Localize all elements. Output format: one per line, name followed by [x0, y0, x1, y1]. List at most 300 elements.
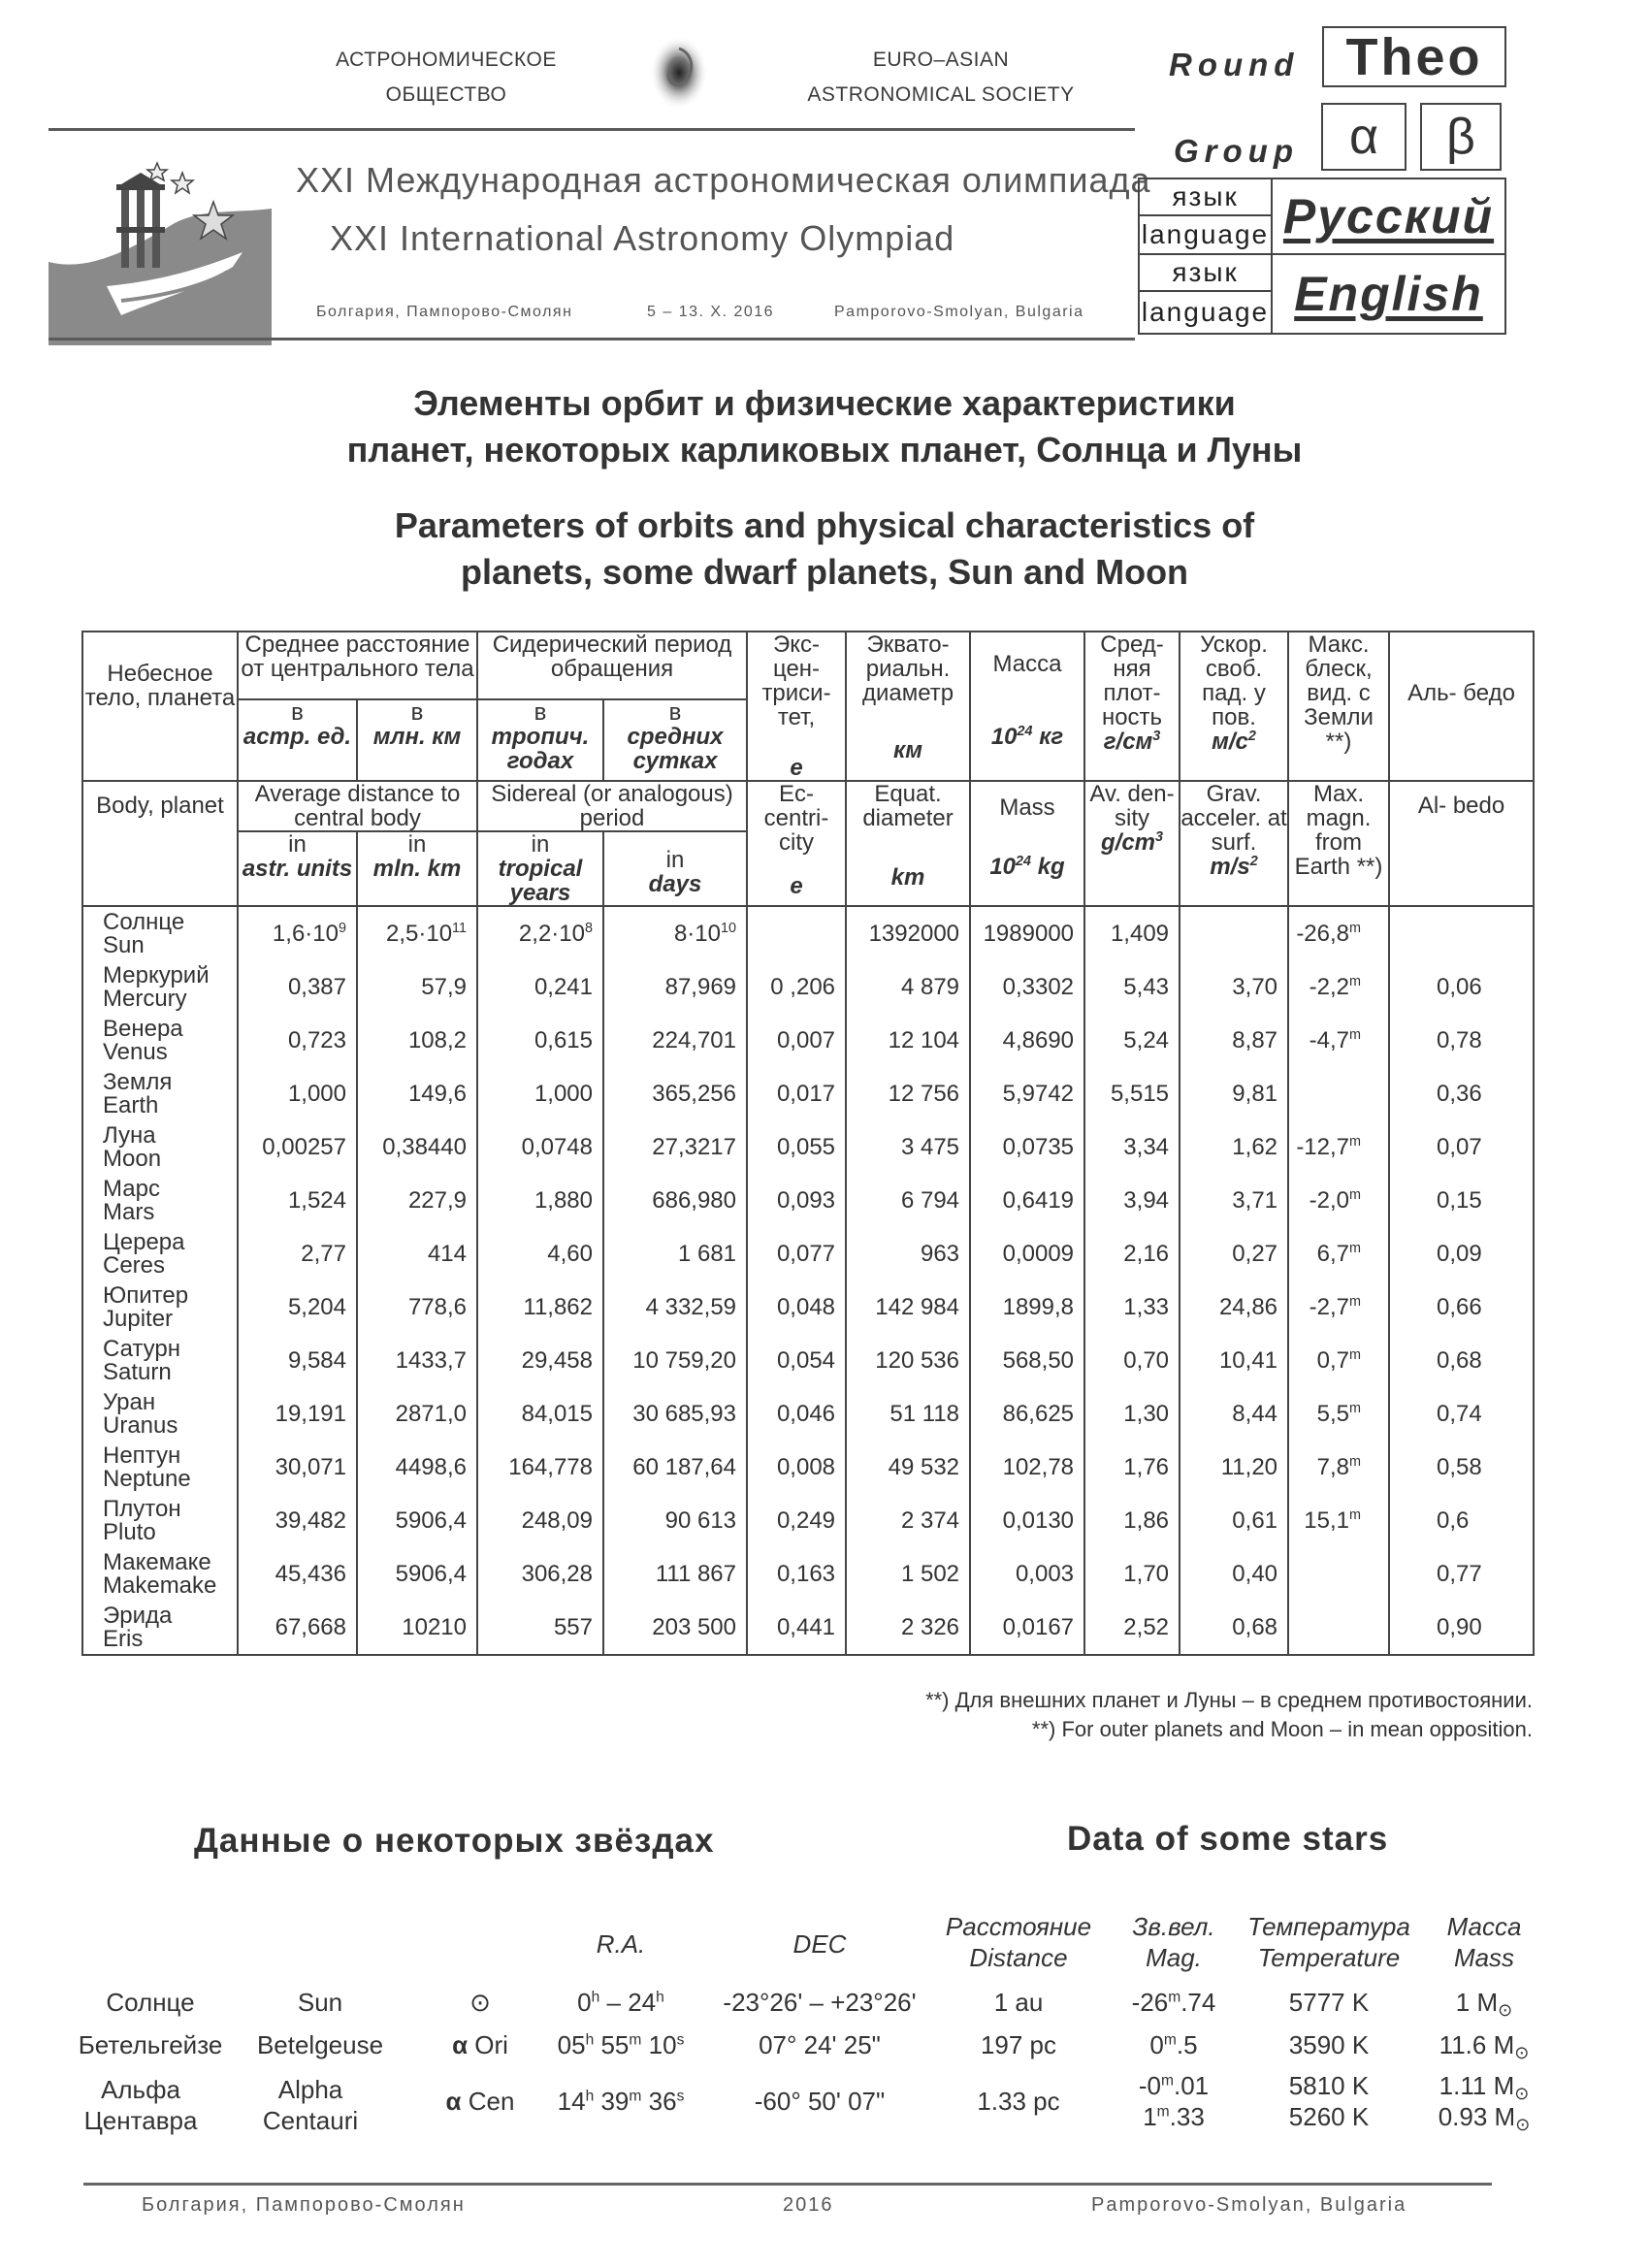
unit-days-ru: средних сутках [627, 724, 724, 774]
star-distance: 197 pc [980, 2030, 1057, 2059]
cell-alb [1389, 1227, 1534, 1280]
grav-unit: м/с [1212, 729, 1248, 755]
dens-unit-exp: 3 [1155, 829, 1164, 845]
value-yr: 0,615 [534, 1027, 593, 1053]
value-alb: 0,77 [1437, 1561, 1482, 1587]
cell-diam [846, 1441, 970, 1494]
title-ru-line1: Элементы орбит и физические характеристики [413, 383, 1236, 423]
society-name-ru [320, 43, 572, 113]
cell-e [747, 1227, 846, 1280]
cell-mag [1288, 1441, 1389, 1494]
footnote-en: **) For outer planets and Moon – in mean opposition. [1031, 1717, 1533, 1741]
value-e: 0 ,206 [770, 974, 836, 1000]
star-name-ru: Альфа Центавра [83, 2075, 198, 2135]
cell-km [357, 960, 477, 1014]
th-dist-km-en [357, 831, 477, 906]
cell-mag [1288, 906, 1389, 960]
cell-au [238, 1174, 357, 1227]
th-mass-en [970, 781, 1084, 906]
cell-au [238, 906, 357, 960]
value-mass: 0,6419 [1002, 1187, 1075, 1214]
sun-symbol-icon: ⊙ [1514, 2043, 1530, 2062]
header-rule-top [48, 128, 1135, 131]
value-au-exp: 9 [338, 921, 346, 936]
cell-mag [1288, 1547, 1389, 1601]
body-name-ru: Уран [103, 1388, 156, 1415]
cell-diam [846, 1494, 970, 1547]
body-name-ru: Венера [103, 1015, 183, 1042]
cell-alb [1389, 906, 1534, 960]
th-grav-ru-unit [1180, 729, 1287, 754]
cell-g [1180, 1067, 1288, 1120]
cell-au [238, 1067, 357, 1120]
value-alb: 0,15 [1437, 1187, 1482, 1214]
cell-e [747, 1120, 846, 1174]
value-km: 149,6 [407, 1081, 467, 1107]
cell-au [238, 1120, 357, 1174]
th-dens-en-unit [1085, 830, 1179, 855]
value-dens: 1,86 [1123, 1507, 1170, 1534]
cell-alb [1389, 1174, 1534, 1227]
cell-yr [477, 1334, 603, 1387]
cell-dens [1084, 1280, 1180, 1334]
value-diam: 1 502 [900, 1561, 960, 1587]
cell-g [1180, 1174, 1288, 1227]
cell-days [603, 1601, 747, 1655]
cell-alb [1389, 1334, 1534, 1387]
cell-g [1180, 1494, 1288, 1547]
value-alb: 0,06 [1437, 974, 1482, 1000]
th-ecc-ru-unit: e [790, 755, 803, 781]
stars-th-temp [1237, 1911, 1421, 1973]
cell-g [1180, 1280, 1288, 1334]
mass-unit-base: 10 [989, 854, 1017, 880]
th-ecc-ru-label: Экс- цен- триси- тет, [761, 632, 831, 730]
cell-km [357, 1441, 477, 1494]
cell-alb [1389, 960, 1534, 1014]
cell-au [238, 960, 357, 1014]
cell-dens [1084, 1387, 1180, 1441]
value-km: 5906,4 [395, 1507, 467, 1534]
cell-yr [477, 1120, 603, 1174]
star-temperature: 5810 K [1288, 2071, 1370, 2100]
cell-g [1180, 1227, 1288, 1280]
value-days: 10 759,20 [632, 1347, 737, 1374]
value-au: 45,436 [275, 1561, 346, 1587]
value-g: 0,68 [1232, 1614, 1278, 1640]
value-yr: 557 [553, 1614, 593, 1640]
cell-e [747, 1387, 846, 1441]
value-yr: 11,862 [523, 1294, 593, 1320]
star-mass-value: 11.6 M [1439, 2030, 1515, 2059]
cell-days [603, 1014, 747, 1067]
value-mag: 15,1 [1304, 1507, 1350, 1534]
cell-yr [477, 1601, 603, 1655]
cell-km [357, 1494, 477, 1547]
value-km: 2,5·10 [385, 921, 453, 947]
value-dens: 1,409 [1110, 921, 1170, 947]
th-per-d-ru [603, 699, 747, 781]
th-mag-en: Mag. [1146, 1943, 1202, 1972]
body-name-en: Uranus [103, 1411, 178, 1439]
star-name-ru: Бетельгейзе [78, 2030, 223, 2059]
cell-diam [846, 1601, 970, 1655]
group-beta: β [1446, 109, 1475, 165]
body-name-ru: Эрида [103, 1602, 173, 1629]
cell-mag [1288, 960, 1389, 1014]
value-diam: 120 536 [875, 1347, 960, 1374]
value-km-exp: 11 [452, 921, 467, 936]
cell-g [1180, 1014, 1288, 1067]
body-name-ru: Марс [103, 1175, 160, 1202]
star-temperature: 3590 K [1288, 2030, 1370, 2059]
th-diam-ru-unit: км [893, 737, 922, 763]
th-grav-ru [1180, 632, 1288, 781]
unit-au-ru: астр. ед. [242, 724, 352, 750]
value-g: 8,87 [1232, 1027, 1278, 1053]
value-days: 90 613 [664, 1507, 737, 1534]
th-dist-ru: Расстояние [945, 1912, 1092, 1941]
cell-yr [477, 1387, 603, 1441]
value-mag-exp: m [1349, 1241, 1362, 1256]
cell-diam [846, 1067, 970, 1120]
body-name-en: Eris [103, 1625, 144, 1652]
value-days: 365,256 [652, 1081, 737, 1107]
table-row [82, 1494, 1534, 1547]
cell-mag [1288, 1387, 1389, 1441]
star-magnitude: -0$^m$.01 [1138, 2071, 1210, 2100]
cell-body-name [82, 1387, 238, 1441]
th-diam-en [846, 781, 970, 906]
cell-alb [1389, 1067, 1534, 1120]
body-name-en: Jupiter [103, 1305, 174, 1332]
footer-center: 2016 [783, 2194, 834, 2216]
cell-alb [1389, 1494, 1534, 1547]
value-e: 0,008 [776, 1454, 836, 1480]
value-g: 0,61 [1232, 1507, 1278, 1534]
value-alb: 0,74 [1437, 1401, 1482, 1427]
th-period-ru: Сидерический период обращения [477, 632, 747, 699]
cell-yr [477, 1014, 603, 1067]
cell-mass [970, 1334, 1084, 1387]
star-designation: α Ori [452, 2030, 508, 2059]
society-en-line2: ASTRONOMICAL SOCIETY [807, 83, 1075, 106]
language-value-1 [1273, 179, 1504, 255]
round-value-box [1322, 26, 1506, 87]
unit-days-en: days [648, 871, 702, 897]
unit-years-en: tropical years [498, 856, 583, 906]
value-diam: 12 756 [888, 1081, 960, 1107]
value-dens: 2,52 [1123, 1614, 1170, 1640]
value-km: 10210 [402, 1614, 467, 1640]
cell-mass [970, 1547, 1084, 1601]
value-diam: 2 326 [900, 1614, 960, 1640]
cell-g [1180, 960, 1288, 1014]
cell-g [1180, 1387, 1288, 1441]
value-km: 414 [427, 1241, 467, 1267]
cell-mag [1288, 1014, 1389, 1067]
cell-days [603, 1334, 747, 1387]
lang-label-en-2: language [1140, 292, 1273, 333]
value-yr: 29,458 [521, 1347, 593, 1374]
th-dens-ru-label: Сред- няя плот- ность [1100, 632, 1164, 730]
cell-km [357, 1601, 477, 1655]
stars-th-ra: R.A. [596, 1929, 646, 1959]
value-days: 686,980 [652, 1187, 737, 1214]
star-designation: ⊙ [469, 1988, 491, 2017]
body-name-ru: Земля [103, 1068, 173, 1095]
value-mag: -12,7 [1296, 1134, 1350, 1160]
table-row [82, 906, 1534, 960]
cell-dens [1084, 1120, 1180, 1174]
sun-symbol-icon: ⊙ [1515, 2115, 1531, 2134]
round-value: Theo [1345, 27, 1483, 86]
th-mag-ru: Макс. блеск, вид. с Земли **) [1288, 632, 1389, 781]
pre-in: in [407, 831, 427, 858]
value-days: 4 332,59 [645, 1294, 737, 1320]
value-km: 0,38440 [382, 1134, 467, 1160]
value-km: 2871,0 [395, 1401, 467, 1427]
table-row [82, 1227, 1534, 1280]
value-au: 0,00257 [262, 1134, 346, 1160]
value-au: 0,723 [287, 1027, 346, 1053]
cell-dens [1084, 1547, 1180, 1601]
stars-th-dec: DEC [792, 1929, 847, 1959]
table-row [82, 1120, 1534, 1174]
galaxy-logo-icon [635, 29, 723, 116]
cell-body-name [82, 1227, 238, 1280]
cell-alb [1389, 1014, 1534, 1067]
th-per-d-en [603, 831, 747, 906]
value-dens: 5,515 [1110, 1081, 1170, 1107]
th-per-y-ru [477, 699, 603, 781]
value-mag: -2,2 [1309, 974, 1350, 1000]
th-diam-ru-label: Эквато- риальн. диаметр [861, 632, 954, 706]
cell-km [357, 1547, 477, 1601]
value-dens: 2,16 [1123, 1241, 1170, 1267]
value-g: 11,20 [1220, 1454, 1278, 1480]
star-magnitude: 0$^m$.5 [1149, 2030, 1198, 2059]
mass-unit: kg [1037, 854, 1065, 880]
value-dens: 3,94 [1123, 1187, 1170, 1214]
stars-th-distance [931, 1911, 1106, 1973]
cell-days [603, 1441, 747, 1494]
body-name-en: Pluto [103, 1518, 156, 1545]
th-grav-en-label: Grav. acceler. at surf. [1180, 781, 1287, 856]
cell-mag [1288, 1280, 1389, 1334]
value-dens: 1,30 [1123, 1401, 1170, 1427]
cell-body-name [82, 1601, 238, 1655]
value-dens: 3,34 [1123, 1134, 1170, 1160]
value-mag: 5,5 [1316, 1401, 1350, 1427]
value-days: 203 500 [652, 1614, 737, 1640]
value-g: 8,44 [1232, 1401, 1278, 1427]
group-alpha-box[interactable] [1321, 103, 1406, 171]
value-mag-exp: m [1349, 1507, 1362, 1523]
pre-v: в [534, 699, 547, 726]
table-row [82, 1014, 1534, 1067]
unit-au-en: astr. units [242, 856, 353, 882]
sun-symbol-icon: ⊙ [1498, 2000, 1513, 2020]
th-dens-en [1084, 781, 1180, 906]
dens-unit: g/cm [1101, 829, 1156, 856]
cell-dens [1084, 906, 1180, 960]
cell-mag [1288, 1334, 1389, 1387]
cell-yr [477, 906, 603, 960]
olympiad-dates: 5 – 13. X. 2016 [647, 304, 775, 320]
cell-body-name [82, 1334, 238, 1387]
th-grav-en-unit [1180, 855, 1287, 879]
star-mass [1426, 2101, 1542, 2140]
value-diam: 1392000 [868, 921, 960, 947]
value-mass: 568,50 [1002, 1347, 1075, 1374]
cell-yr [477, 1441, 603, 1494]
th-body-ru: Небесное тело, планета [82, 632, 238, 781]
star-ra: 05$^h$ 55$^m$ 10$^s$ [557, 2030, 685, 2059]
mass-unit-base: 10 [990, 724, 1018, 750]
value-mag-exp: m [1349, 974, 1362, 989]
value-yr: 1,000 [534, 1081, 593, 1107]
body-name-en: Saturn [103, 1358, 172, 1385]
pre-v: в [291, 699, 304, 726]
value-yr: 164,778 [508, 1454, 593, 1480]
th-mass-ru [970, 632, 1084, 781]
star-name-ru: Солнце [106, 1988, 195, 2017]
value-mag-exp: m [1349, 1294, 1362, 1310]
value-au: 30,071 [275, 1454, 346, 1480]
unit-km-ru: млн. км [372, 724, 462, 750]
th-temp-en: Temperature [1257, 1943, 1401, 1972]
pre-v: в [410, 699, 424, 726]
stars-th-mass [1426, 1911, 1542, 1973]
value-days: 111 867 [655, 1561, 737, 1587]
body-name-en: Mars [103, 1198, 155, 1225]
body-name-ru: Солнце [103, 908, 185, 935]
grav-unit: m/s [1210, 854, 1250, 880]
th-dist-au-ru [238, 699, 357, 781]
cell-yr [477, 1494, 603, 1547]
value-mag-exp: m [1349, 1401, 1362, 1416]
pre-in: in [531, 831, 550, 858]
value-au: 67,668 [275, 1614, 346, 1640]
star-temperature: 5777 K [1288, 1988, 1370, 2017]
language-russian: Русский [1282, 189, 1495, 243]
value-g: 9,81 [1232, 1081, 1278, 1107]
value-dens: 1,76 [1123, 1454, 1170, 1480]
cell-days [603, 1280, 747, 1334]
th-dist-au-en [238, 831, 357, 906]
body-name-ru: Луна [103, 1121, 156, 1149]
cell-mass [970, 1227, 1084, 1280]
star-mass-value: 1.11 M [1439, 2071, 1515, 2100]
th-ecc-ru [747, 632, 846, 781]
star-dec: 07° 24' 25" [759, 2030, 881, 2059]
body-name-ru: Плутон [103, 1495, 181, 1522]
cell-km [357, 1014, 477, 1067]
pre-in: in [288, 831, 307, 858]
value-au: 1,524 [287, 1187, 346, 1214]
cell-yr [477, 1547, 603, 1601]
value-alb: 0,07 [1437, 1134, 1482, 1160]
title-en-line2: planets, some dwarf planets, Sun and Moon [460, 552, 1189, 592]
value-mag: 7,8 [1316, 1454, 1350, 1480]
cell-diam [846, 906, 970, 960]
round-label: Round [1169, 47, 1300, 82]
value-e: 0,017 [776, 1081, 836, 1107]
table-row [82, 1280, 1534, 1334]
value-mass: 0,0167 [1002, 1614, 1075, 1640]
cell-alb [1389, 1120, 1534, 1174]
cell-e [747, 1280, 846, 1334]
cell-mass [970, 1174, 1084, 1227]
place-en: Pamporovo-Smolyan, Bulgaria [834, 304, 1084, 320]
cell-diam [846, 1547, 970, 1601]
table-row [82, 960, 1534, 1014]
body-name-ru: Юпитер [103, 1281, 189, 1309]
cell-e [747, 1494, 846, 1547]
cell-km [357, 1334, 477, 1387]
value-yr: 2,2·10 [518, 921, 585, 947]
value-mag: 0,7 [1316, 1347, 1350, 1374]
value-mass: 0,003 [1015, 1561, 1075, 1587]
th-alb-ru: Аль- бедо [1389, 632, 1534, 781]
cell-e [747, 1441, 846, 1494]
cell-au [238, 1547, 357, 1601]
cell-mass [970, 1601, 1084, 1655]
th-mass-en-label: Mass [999, 794, 1055, 821]
value-mass: 4,8690 [1002, 1027, 1075, 1053]
th-temp-ru: Температура [1247, 1912, 1410, 1941]
cell-body-name [82, 906, 238, 960]
cell-au [238, 1387, 357, 1441]
value-mag-exp: m [1349, 921, 1362, 936]
th-mag-en: Max. magn. from Earth **) [1288, 781, 1389, 906]
th-dist-ru: Среднее расстояние от центрального тела [238, 632, 477, 699]
star-mass-value: 0.93 M [1438, 2102, 1516, 2131]
value-km: 5906,4 [395, 1561, 467, 1587]
star-name-en: Sun [297, 1988, 343, 2017]
star-name-en: Betelgeuse [256, 2030, 384, 2059]
th-body-en: Body, planet [82, 781, 238, 906]
pre-in: in [665, 847, 685, 873]
cell-e [747, 1334, 846, 1387]
value-diam: 2 374 [900, 1507, 960, 1534]
value-alb: 0,66 [1437, 1294, 1482, 1320]
star-ra: 0$^h$ – 24$^h$ [577, 1988, 664, 2017]
value-dens: 5,24 [1123, 1027, 1170, 1053]
cell-diam [846, 1120, 970, 1174]
value-yr: 248,09 [521, 1507, 593, 1534]
value-mass: 1899,8 [1002, 1294, 1075, 1320]
cell-au [238, 1334, 357, 1387]
sun-symbol-icon: ⊙ [1514, 2084, 1530, 2103]
cell-dens [1084, 1601, 1180, 1655]
cell-mass [970, 1067, 1084, 1120]
footer-left: Болгария, Пампорово-Смолян [142, 2194, 466, 2216]
cell-body-name [82, 960, 238, 1014]
group-beta-box[interactable] [1420, 103, 1502, 171]
cell-days [603, 1120, 747, 1174]
value-e: 0,441 [776, 1614, 836, 1640]
value-au: 5,204 [287, 1294, 346, 1320]
value-days: 87,969 [664, 974, 737, 1000]
mass-unit: кг [1039, 724, 1064, 750]
body-name-ru: Сатурн [103, 1335, 181, 1362]
planets-table-body [82, 906, 1534, 1655]
star-mass [1426, 1987, 1542, 2025]
cell-dens [1084, 1441, 1180, 1494]
value-km: 57,9 [421, 974, 467, 1000]
